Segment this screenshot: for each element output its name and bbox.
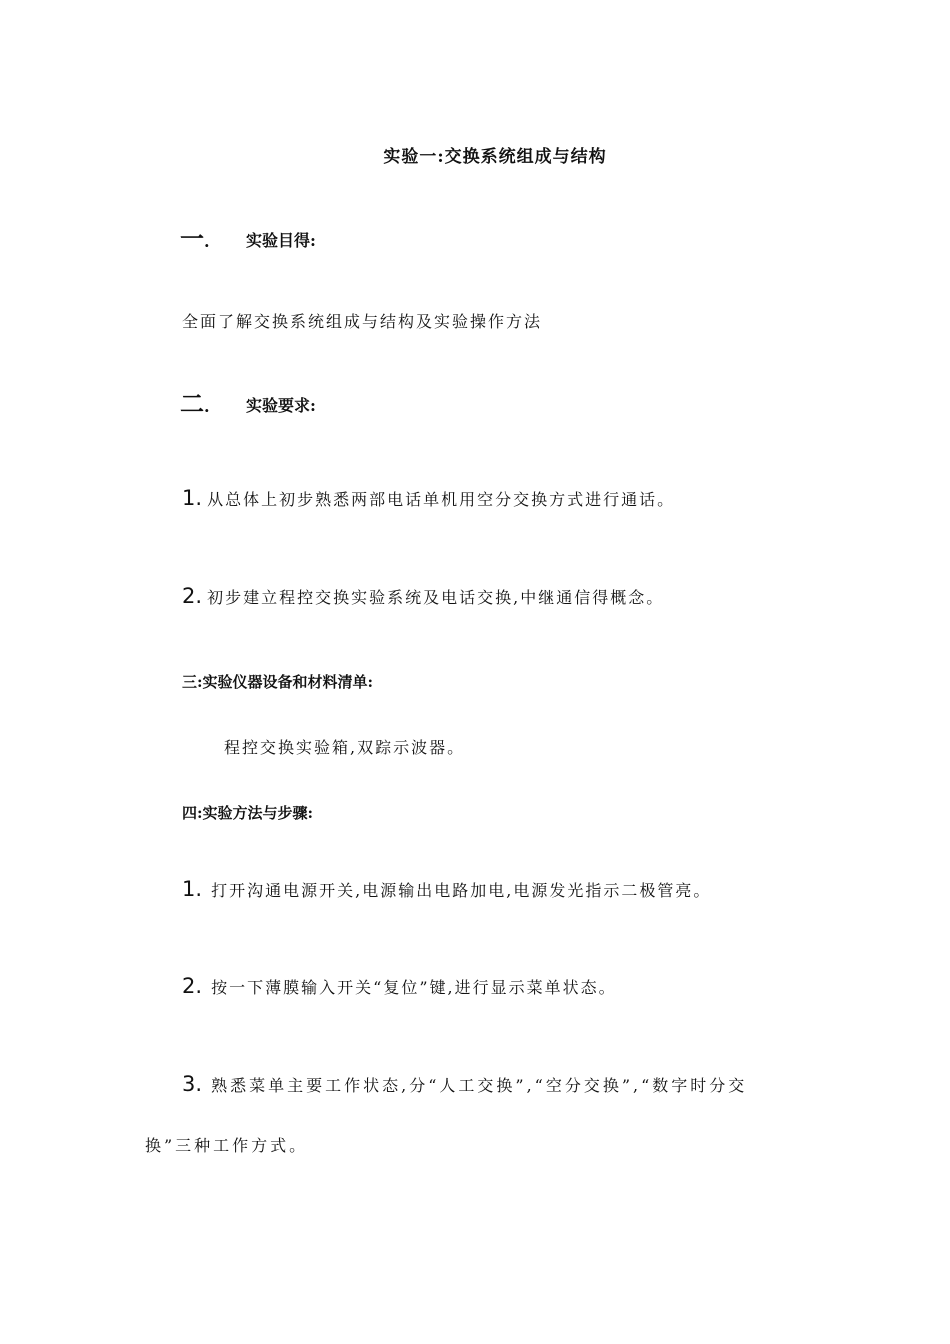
list-number: 2. [182, 974, 203, 998]
section-1-heading [180, 219, 210, 254]
list-number: 1. [182, 486, 203, 510]
list-text: 打开沟通电源开关,电源输出电路加电,电源发光指示二极管亮。 [211, 881, 712, 900]
section-1-number: 一 [180, 225, 204, 253]
list-text: 按一下薄膜输入开关“复位”键,进行显示菜单状态。 [211, 978, 617, 997]
list-number: 2. [182, 584, 203, 608]
list-text-continuation: 换”三种工作方式。 [145, 1136, 309, 1155]
list-item [182, 974, 617, 998]
list-number: 1. [182, 877, 203, 901]
section-1-dot: . [204, 232, 210, 251]
section-2-number: 二 [180, 390, 204, 418]
section-1-title: 实验目得: [246, 231, 316, 250]
list-item [182, 584, 664, 608]
list-item [182, 877, 711, 901]
list-text: 初步建立程控交换实验系统及电话交换,中继通信得概念。 [207, 588, 665, 607]
section-3-heading: 三:实验仪器设备和材料清单: [182, 673, 374, 691]
section-2-dot: . [204, 397, 210, 416]
section-3-text: 程控交换实验箱,双踪示波器。 [224, 738, 466, 757]
section-1-text: 全面了解交换系统组成与结构及实验操作方法 [182, 312, 543, 331]
section-4-heading: 四:实验方法与步骤: [182, 804, 314, 822]
list-item [182, 1072, 747, 1096]
list-text: 从总体上初步熟悉两部电话单机用空分交换方式进行通话。 [207, 490, 676, 509]
list-number: 3. [182, 1072, 203, 1096]
page-title: 实验一:交换系统组成与结构 [383, 147, 607, 167]
section-2-heading [180, 384, 210, 419]
list-text: 熟悉菜单主要工作状态,分“人工交换”,“空分交换”,“数字时分交 [211, 1076, 748, 1095]
section-2-title: 实验要求: [246, 396, 316, 415]
list-item [182, 486, 675, 510]
